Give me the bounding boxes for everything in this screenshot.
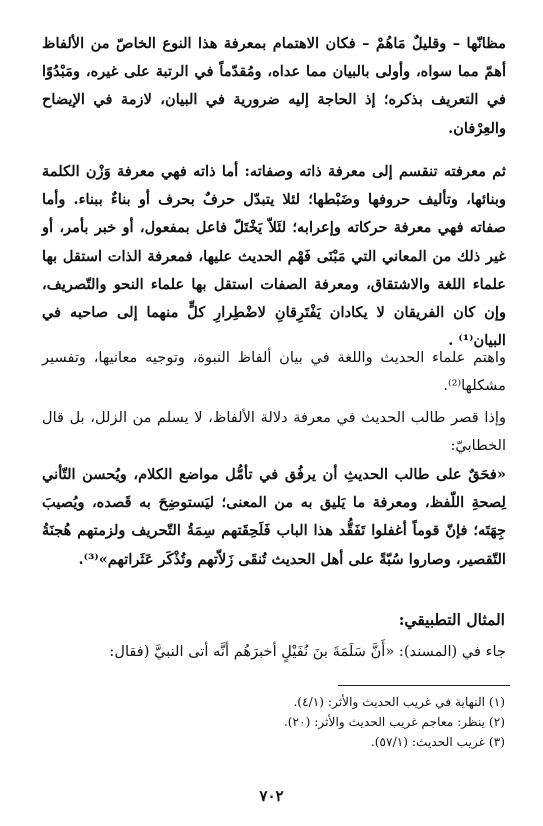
paragraph-scholars: واهتم علماء الحديث واللغة في بيان ألفاظ النبوة، وتوجيه معانيها، وتفسير مشكلها⁽²⁾. xyxy=(42,349,506,395)
page-number: ٧٠٢ xyxy=(259,787,284,805)
paragraph-khattabi-intro: وإذا قصر طالب الحديث في معرفة دلالة الألفاظ، لا يسلم من الزلل، بل قال الخطابيّ: xyxy=(42,409,506,455)
footnote-1: (١) النهاية في غريب الحديث والأثر: (٤/١). xyxy=(293,695,505,709)
applied-example-line: جاء في (المسند): «أَنَّ سَلَمَةَ بنَ نُفَيْلٍ أخبرَهُم أنَّه أتى النبيَّ (فقال: xyxy=(109,643,506,660)
footnote-divider xyxy=(338,685,510,686)
footnote-3: (٣) غريب الحديث: (٥٧/١). xyxy=(370,735,505,749)
section-heading: المثال التطبيقي: xyxy=(398,610,505,629)
paragraph-division: ثم معرفته تنقسم إلى معرفة ذاته وصفاته: أما ذاته فهي معرفة وَزْن الكلمة وبنائها، وتأليف حروفها وضَبْطها؛ لئلا يتبدّل حرفٌ بحرف أو بناءٌ ببناء. وأما صفاته فهي معرفة حركاته وإعرابه؛ لئَلاّ يَخْتَلّ فاعل بمفعول، أو خبر بأمر، أو غير ذلك من المعاني التي مَبْنَى فَهْم الحديث عليها، فمعرفة الذات استقل بها علماء اللغة والاشتقاق، ومعرفة الصفات استقل بها علماء النحو والتّصريف، وإن كان الفريقان لا يكادان يَفْتَرِقانِ لاضْطِرارِ كلٍّ منهما إلى صاحبه في البيان⁽¹⁾ . xyxy=(42,163,506,350)
paragraph-intro: مظانّها – وقليلٌ مَاهُمْ – فكان الاهتمام بمعرفة هذا النوع الخاصّ من الألفاظ أهمّ مما سواه، وأولى بالبيان مما عداه، ومُقدّماً في الرتبة على غيره، ومَبْدُوًا في التعريف بذكره؛ إذ الحاجة إليه ضرورية في البيان، لازمة في الإيضاح والعِرْفان. xyxy=(42,35,506,137)
quote-khattabi: «فحَقٌ على طالب الحديثِ أن يرفُق في تأمُّل مواضع الكلام، ويُحسن التّأني لِصحةِ اللّفظ، ومعرفة ما يَليق به من المعنى؛ ليَستوضِحَ به قَصده، ويُصيبَ جِهَتَه؛ فإنّ قوماً أغفلوا تَفَقُّد هذا الباب فَلَحِقَتهم سِمَةُ التّحريف ولزمتهم هُجنَةُ التّقصير، وصاروا سُبّةً على أهل الحديث تُنقَى زَلاّتهم وتُذْكَر عَثَراتهم»⁽³⁾. xyxy=(42,466,506,568)
footnote-2: (٢) ينظر: معاجم غريب الحديث والأثر: (٢٠). xyxy=(283,715,505,729)
